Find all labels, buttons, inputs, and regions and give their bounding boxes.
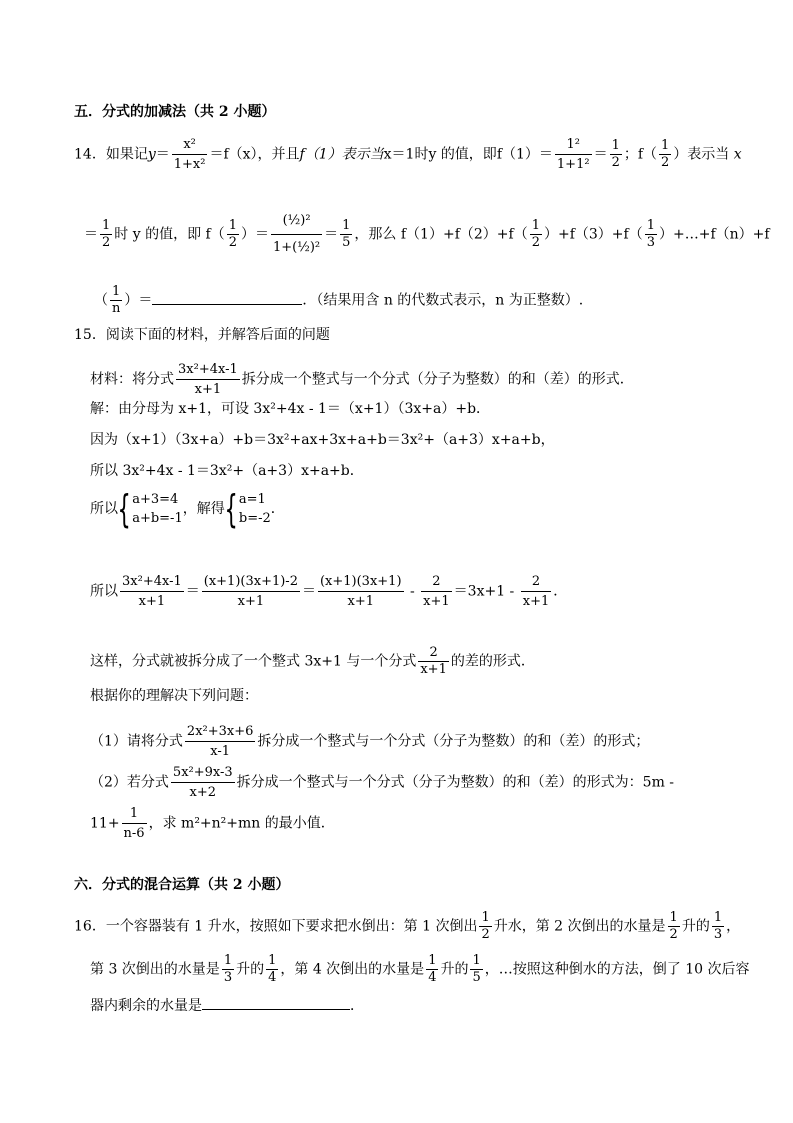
fraction [659,138,671,171]
text: 所以 [90,583,118,600]
q16-line-3 [90,995,364,1016]
answer-blank[interactable] [152,290,302,305]
denominator: 4 [428,970,437,985]
brace-icon: { [117,487,131,531]
fraction [470,953,482,986]
text: ，第 4 次倒出的水量是 [280,961,425,978]
q14-line-3 [94,284,583,317]
numerator: 5x²+9x-3 [171,763,235,783]
section-heading [74,875,290,895]
denominator: 2 [661,155,670,170]
numerator: 1² [555,135,592,155]
q15-part2 [90,763,674,802]
numerator: 1 [661,138,670,153]
text: 时 y 的值，即 f（ [114,226,225,243]
question-number: 14． [74,146,106,163]
text: 升的 [681,918,710,935]
text: （2）若分式 [90,774,169,791]
numerator: 3x²+4x-1 [120,572,184,592]
section-title: 五．分式的加减法（共 2 小题） [74,104,276,120]
numerator: x² [172,135,208,155]
fraction [202,572,300,611]
numerator: (x+1)(3x+1)-2 [202,572,300,592]
text: 升的 [440,961,469,978]
q15-because [90,430,555,450]
numerator: 1 [268,953,277,968]
text: ＝ [324,226,339,243]
fraction [421,572,452,611]
denominator: 2 [611,155,620,170]
text: 拆分成一个整式与一个分式（分子为整数）的和（差）的形式． [241,371,634,388]
text: ＝ [155,146,170,163]
q15-system [90,487,285,531]
fraction [122,804,147,843]
text: 第 3 次倒出的水量是 [90,961,220,978]
q15-so1 [90,461,364,481]
fraction [479,910,491,943]
denominator: 3 [223,970,233,985]
text: 所以 3x²+4x - 1＝3x²+（a+3）x+a+b． [90,463,364,479]
denominator: n-6 [123,826,145,841]
fraction [610,138,622,171]
text: ＝ [185,583,200,600]
text: f（1）＝ [496,146,553,163]
denominator: n [112,301,121,316]
numerator: 1 [481,910,490,925]
text: f（1）表示当 [299,146,384,163]
numerator: 1 [428,953,437,968]
numerator: 2x²+3x+6 [185,722,255,742]
denominator: x+1 [347,594,374,609]
text: 的差的形式． [450,653,535,670]
numerator: 1 [472,953,481,968]
question-number: 16． [74,918,106,935]
numerator: 1 [611,138,620,153]
equation-system [224,487,271,531]
text: ＝3x+1 - [453,583,515,600]
denominator: 2 [102,235,111,250]
text: 一个容器装有 1 升水，按照如下要求把水倒出：第 1 次倒出 [105,918,478,935]
denominator: x+1 [237,594,265,609]
fraction [100,218,112,251]
denominator: x+1 [420,662,447,677]
text: 根据你的理解决下列问题： [90,688,258,704]
numerator: 1 [122,804,147,824]
fraction [521,572,552,611]
text: 阅读下面的材料，并解答后面的问题 [105,327,330,343]
fraction [530,218,542,251]
numerator: 1 [646,218,655,233]
text: 材料：将分式 [90,371,174,388]
q15-title [74,325,330,345]
text: y 的值，即 [428,146,497,163]
denominator: 5 [472,970,481,985]
fraction [222,953,234,986]
text: （1）请将分式 [90,733,183,750]
denominator: 4 [268,970,277,985]
text: ，那么 f（1）+f（2）+f（ [354,226,528,243]
q15-part2-cont [90,804,335,843]
denominator: 2 [228,235,238,250]
fraction [266,953,278,986]
denominator: 3 [713,927,723,942]
text: ，求 m²+n²+mn 的最小值． [148,815,335,832]
text: ． [350,998,364,1014]
numerator: 3x²+4x-1 [176,360,240,380]
numerator: 1 [342,218,351,233]
q15-thus [90,645,535,678]
var: x [733,146,742,163]
var: y [147,146,156,163]
numerator: 1 [713,910,723,925]
fraction [271,208,322,261]
denominator: 2 [669,927,678,942]
denominator: x+1 [194,382,222,397]
denominator: x+1 [423,594,450,609]
denominator: 3 [646,235,655,250]
fraction [120,572,184,611]
denominator: x+1 [138,594,166,609]
fraction [340,218,352,251]
numerator: (x+1)(3x+1) [318,572,404,592]
q16-line-2 [90,953,749,986]
denominator: 1+(½)² [273,240,321,255]
q15-result [90,572,567,611]
q14-line-2 [84,208,770,261]
text: 解：由分母为 x+1，可设 3x²+4x - 1＝（x+1）（3x+a）+b． [90,401,491,417]
fraction [227,218,239,251]
fraction [185,722,255,761]
numerator: 1 [102,218,111,233]
fraction [426,953,438,986]
numerator: 1 [669,910,678,925]
section-title: 六．分式的混合运算（共 2 小题） [74,877,290,893]
q14-line-1 [74,135,742,174]
text: ， [726,918,741,935]
denominator: 2 [481,927,490,942]
fraction [171,763,235,802]
text: ＝ [593,146,608,163]
equation: b=-2 [238,511,271,526]
fraction [555,135,592,174]
fraction [712,910,724,943]
text: 这样，分式就被拆分成了一个整式 3x+1 与一个分式 [90,653,417,670]
denominator: 5 [342,235,351,250]
text: ）＝ [124,292,153,309]
text: ，…按照这种倒水的方法，倒了 10 次后容 [484,961,750,978]
text: ＝ [84,226,98,243]
equation: a=1 [238,492,266,507]
q15-material [90,360,634,399]
fraction [172,135,208,174]
text: - [409,583,415,600]
fraction [318,572,404,611]
text: ）+…+f（n）+f [659,226,770,243]
text: （ [94,292,108,309]
denominator: x+1 [522,594,550,609]
answer-blank[interactable] [202,995,350,1010]
equation: a+3=4 [132,492,179,507]
text: 拆分成一个整式与一个分式（分子为整数）的和（差）的形式； [257,733,650,750]
q15-according [90,686,258,706]
numerator: (½)² [271,208,322,235]
denominator: 1+1² [556,157,590,172]
brace-icon: { [224,487,238,531]
text: ；f（ [623,146,658,163]
equation-system [117,487,183,531]
numerator: 1 [228,218,238,233]
text: ）表示当 [673,146,730,163]
q15-solution [90,399,490,419]
numerator: 1 [110,284,122,301]
text: ）+f（3）+f（ [543,226,643,243]
text: 升的 [236,961,265,978]
numerator: 2 [421,572,452,592]
text: 因为（x+1）（3x+a）+b＝3x²+ax+3x+a+b＝3x²+（a+3）x+a+b， [90,432,555,448]
numerator: 1 [223,953,233,968]
numerator: 2 [521,572,552,592]
numerator: 2 [418,645,449,662]
denominator: 1+x² [173,157,206,172]
text: ． [553,583,568,600]
denominator: x+2 [189,785,217,800]
text: ＝f（x），并且 [209,146,300,163]
numerator: 1 [531,218,540,233]
text: x＝1时 [383,146,429,163]
fraction [418,645,449,678]
text: ）＝ [241,226,270,243]
text: 器内剩余的水量是 [90,998,202,1014]
text: 所以 [90,501,118,517]
text: 如果记 [105,146,148,163]
text: ＝ [301,583,316,600]
section-heading [74,102,276,122]
text: ． [270,501,285,517]
fraction [668,910,680,943]
text: 11+ [90,815,120,832]
text: ．（结果用含 n 的代数式表示，n 为正整数）. [302,292,584,309]
denominator: x-1 [210,744,231,759]
q15-part1 [90,722,649,761]
denominator: 2 [531,235,540,250]
fraction [176,360,240,399]
text: ，解得 [182,501,225,517]
text: 升水，第 2 次倒出的水量是 [493,918,666,935]
fraction [645,218,657,251]
text: 拆分成一个整式与一个分式（分子为整数）的和（差）的形式为：5m - [236,774,675,791]
q16-line-1 [74,910,740,943]
question-number: 15． [74,327,106,343]
equation: a+b=-1 [132,511,183,526]
fraction [110,284,122,317]
